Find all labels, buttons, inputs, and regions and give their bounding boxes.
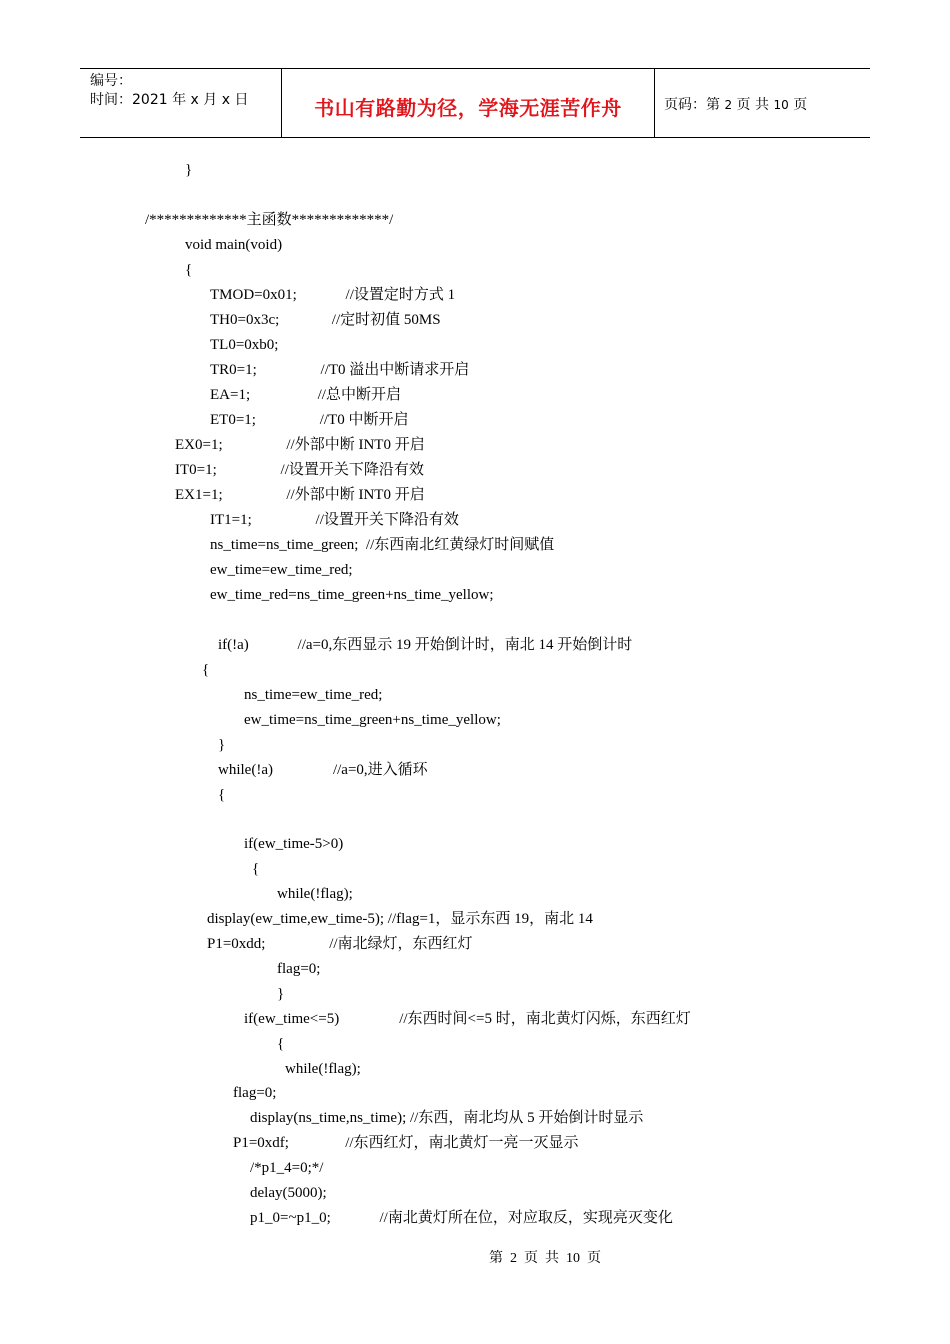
code-line: ns_time=ns_time_green; //东西南北红黄绿灯时间赋值 bbox=[210, 537, 555, 553]
code-line: p1_0=~p1_0; //南北黄灯所在位，对应取反，实现亮灭变化 bbox=[250, 1210, 673, 1226]
code-line: ew_time=ns_time_green+ns_time_yellow; bbox=[244, 712, 501, 728]
code-line: { bbox=[202, 662, 210, 678]
code-line: P1=0xdf; //东西红灯，南北黄灯一亮一灭显示 bbox=[233, 1135, 579, 1151]
code-line: if(ew_time-5>0) bbox=[244, 836, 344, 852]
code-line: ns_time=ew_time_red; bbox=[244, 687, 383, 703]
code-line: TL0=0xb0; bbox=[210, 337, 279, 353]
code-line: void main(void) bbox=[185, 237, 283, 253]
code-line: } bbox=[277, 986, 285, 1002]
page-mid: 页 共 bbox=[736, 97, 769, 113]
code-line: while(!flag); bbox=[285, 1061, 361, 1077]
code-line: } bbox=[185, 162, 193, 178]
header-motto-cell bbox=[282, 69, 655, 137]
code-line: if(ew_time<=5) //东西时间<=5 时，南北黄灯闪烁，东西红灯 bbox=[244, 1011, 691, 1027]
code-line: { bbox=[277, 1036, 285, 1052]
code-line: { bbox=[252, 861, 260, 877]
header-page-cell bbox=[655, 69, 870, 137]
page-footer bbox=[0, 1247, 950, 1267]
page-prefix: 页码：第 bbox=[664, 97, 720, 113]
motto-text: 书山有路勤为径，学海无涯苦作舟 bbox=[314, 96, 622, 120]
page-indicator bbox=[664, 94, 807, 114]
code-line: TMOD=0x01; //设置定时方式 1 bbox=[210, 287, 456, 303]
code-line: EX1=1; //外部中断 INT0 开启 bbox=[175, 487, 425, 503]
code-line: display(ns_time,ns_time); //东西，南北均从 5 开始倒计时显示 bbox=[250, 1110, 644, 1126]
code-line: /*p1_4=0;*/ bbox=[250, 1160, 324, 1176]
code-line: ew_time_red=ns_time_green+ns_time_yellow; bbox=[210, 587, 494, 603]
code-line: EA=1; //总中断开启 bbox=[210, 387, 401, 403]
code-line: display(ew_time,ew_time-5); //flag=1，显示东西 19，南北 14 bbox=[207, 911, 593, 927]
page-suffix: 页 bbox=[793, 97, 808, 113]
code-line: flag=0; bbox=[277, 961, 321, 977]
header-meta-cell bbox=[80, 69, 282, 137]
page-total: 10 bbox=[773, 98, 789, 112]
code-line: /*************主函数*************/ bbox=[145, 212, 394, 228]
code-line: { bbox=[185, 262, 193, 278]
code-line: while(!flag); bbox=[277, 886, 353, 902]
code-line: flag=0; bbox=[233, 1085, 277, 1101]
code-line: P1=0xdd; //南北绿灯，东西红灯 bbox=[207, 936, 473, 952]
code-line: IT1=1; //设置开关下降沿有效 bbox=[210, 512, 459, 528]
code-line: EX0=1; //外部中断 INT0 开启 bbox=[175, 437, 425, 453]
code-line: ET0=1; //T0 中断开启 bbox=[210, 412, 409, 428]
code-line: } bbox=[218, 737, 226, 753]
code-line: { bbox=[218, 787, 226, 803]
code-line: TR0=1; //T0 溢出中断请求开启 bbox=[210, 362, 470, 378]
code-line: IT0=1; //设置开关下降沿有效 bbox=[175, 462, 424, 478]
code-line: if(!a) //a=0,东西显示 19 开始倒计时，南北 14 开始倒计时 bbox=[218, 637, 633, 653]
document-number-label: 编号： bbox=[90, 73, 132, 89]
document-date-label: 时间：2021 年 x 月 x 日 bbox=[90, 92, 249, 108]
code-line: TH0=0x3c; //定时初值 50MS bbox=[210, 312, 441, 328]
code-line: ew_time=ew_time_red; bbox=[210, 562, 353, 578]
footer-page-number: 第 2 页 共 10 页 bbox=[489, 1251, 601, 1266]
page-header bbox=[80, 68, 870, 138]
page-current: 2 bbox=[724, 98, 733, 112]
code-line: while(!a) //a=0,进入循环 bbox=[218, 762, 428, 778]
code-line: delay(5000); bbox=[250, 1185, 327, 1201]
